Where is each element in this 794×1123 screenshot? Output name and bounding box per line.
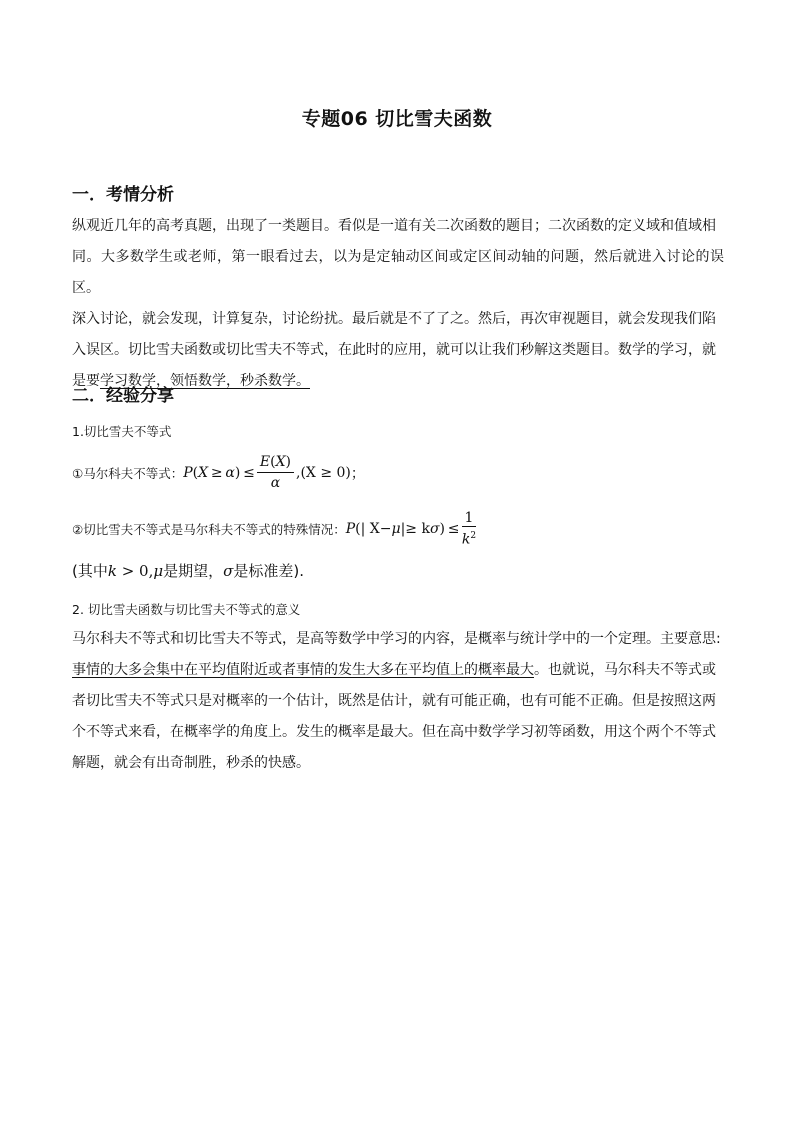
item-2-heading: 2. 切比雪夫函数与切比雪夫不等式的意义: [72, 602, 301, 617]
meaning-line: 马尔科夫不等式和切比雪夫不等式，是高等数学中学习的内容，是概率与统计学中的一个定理。主要意思:: [72, 631, 721, 647]
analysis-line: 纵观近几年的高考真题，出现了一类题目。看似是一道有关二次函数的题目；二次函数的定义域和值域相: [72, 218, 716, 234]
chebyshev-fraction: $\frac{1}{k^2}$: [461, 510, 477, 548]
underlined-sentence: 事情的大多会集中在平均值附近或者事情的发生大多在平均值上的概率最大: [72, 662, 534, 678]
analysis-paragraph: [72, 211, 724, 397]
analysis-line-last: 是要学习数学，领悟数学，秒杀数学。: [72, 373, 310, 389]
analysis-line: 同。大多数学生或老师，第一眼看过去，以为是定轴动区间或定区间动轴的问题，然后就进入讨论的误区。: [72, 249, 724, 296]
meaning-paragraph: [72, 624, 724, 779]
meaning-line: 个不等式来看，在概率学的角度上。发生的概率是最大。但在高中数学学习初等函数，用这个两个不等式: [72, 724, 716, 740]
analysis-line: 入误区。切比雪夫函数或切比雪夫不等式，在此时的应用，就可以让我们秒解这类题目。数学的学习，就: [72, 342, 716, 358]
markov-inequality: [72, 452, 365, 493]
markov-fraction: $\frac{E(X)}{\alpha}$: [257, 452, 294, 493]
meaning-line: 解题，就会有出奇制胜，秒杀的快感。: [72, 755, 310, 771]
note-line: (其中k > 0,μ是期望，σ是标准差).: [72, 562, 305, 580]
chebyshev-label: ②切比雪夫不等式是马尔科夫不等式的特殊情况：: [72, 522, 346, 538]
chebyshev-formula: P (| X− μ |≥ k σ ) ≤ $\frac{1}{k^2}$: [345, 510, 477, 548]
markov-label: ①马尔科夫不等式：: [72, 465, 184, 481]
page-title: 专题06 切比雪夫函数: [301, 108, 493, 130]
chebyshev-inequality: [72, 510, 478, 549]
section-heading-experience: 二．经验分享: [72, 386, 174, 406]
section-heading-analysis: 一．考情分析: [72, 185, 174, 205]
markov-formula: P ( X ≥ α ) ≤ $\frac{E(X)}{\alpha}$ ,(X ≥ 0) ；: [183, 454, 365, 491]
item-1-heading: 1.切比雪夫不等式: [72, 424, 172, 439]
meaning-line: 事情的大多会集中在平均值附近或者事情的发生大多在平均值上的概率最大。也就说，马尔科夫不等式或: [72, 662, 716, 678]
analysis-line: 深入讨论，就会发现，计算复杂，讨论纷扰。最后就是不了了之。然后，再次审视题目，就会发现我们陷: [72, 311, 716, 327]
meaning-line: 者切比雪夫不等式只是对概率的一个估计，既然是估计，就有可能正确，也有可能不正确。但是按照这两: [72, 693, 716, 709]
underlined-phrase: 学习数学，领悟数学，秒杀数学。: [100, 373, 310, 389]
